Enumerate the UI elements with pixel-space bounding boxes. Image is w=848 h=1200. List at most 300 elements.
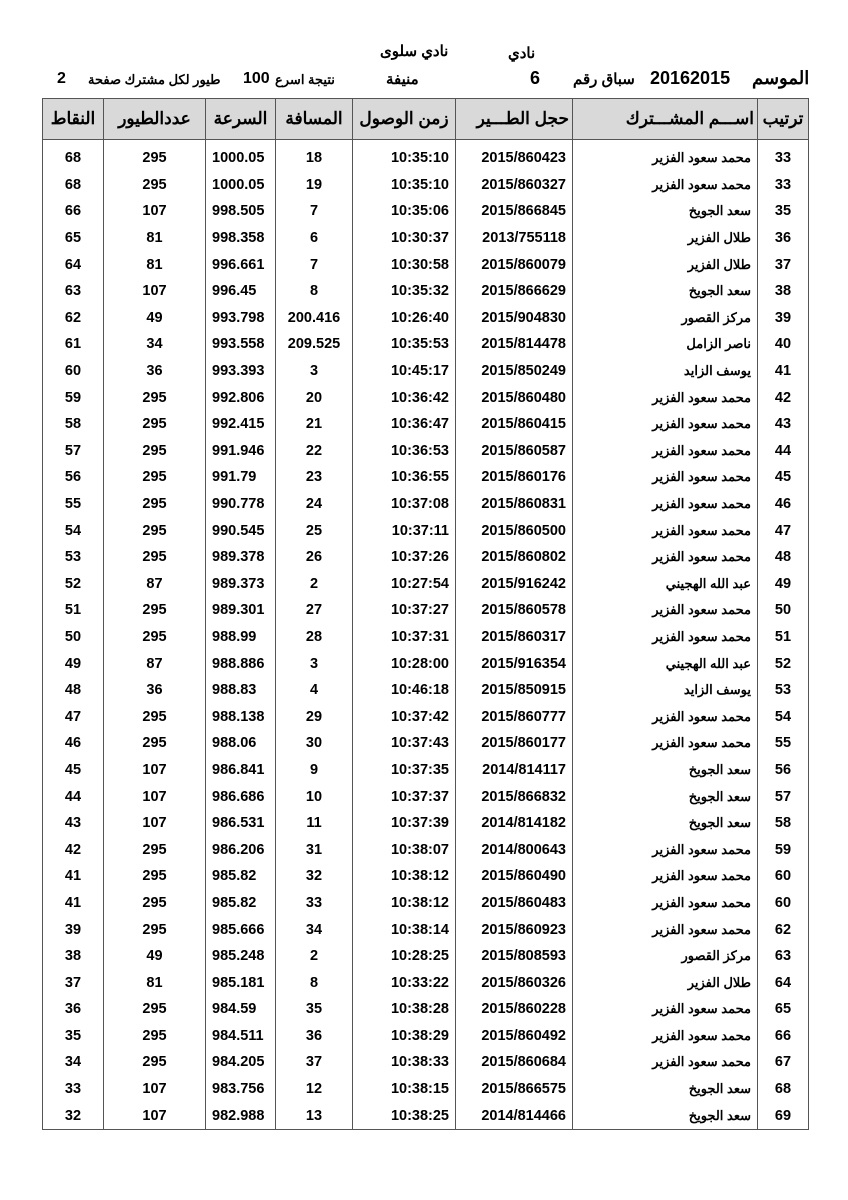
cell-bird-count: 295 <box>104 916 206 943</box>
cell-distance: 26 <box>276 544 353 571</box>
cell-rank: 47 <box>758 517 809 544</box>
cell-member-name: محمد سعود الفزير <box>573 863 758 890</box>
cell-points: 43 <box>43 810 104 837</box>
table-row <box>43 890 809 917</box>
cell-ring: 2015/860415 <box>456 411 573 438</box>
cell-ring: 2015/860176 <box>456 464 573 491</box>
col-ring: حجل الطـــير <box>456 99 573 140</box>
cell-points: 65 <box>43 225 104 252</box>
cell-arrival-time: 10:37:37 <box>353 783 456 810</box>
cell-rank: 60 <box>758 890 809 917</box>
cell-speed: 996.661 <box>206 251 276 278</box>
cell-points: 64 <box>43 251 104 278</box>
cell-rank: 69 <box>758 1102 809 1129</box>
cell-points: 56 <box>43 464 104 491</box>
table-row <box>43 624 809 651</box>
cell-rank: 35 <box>758 198 809 225</box>
cell-distance: 8 <box>276 278 353 305</box>
cell-distance: 27 <box>276 597 353 624</box>
cell-points: 42 <box>43 836 104 863</box>
cell-speed: 996.45 <box>206 278 276 305</box>
cell-bird-count: 295 <box>104 890 206 917</box>
cell-ring: 2015/860578 <box>456 597 573 624</box>
race-number: 6 <box>530 68 541 88</box>
cell-rank: 39 <box>758 305 809 332</box>
cell-points: 68 <box>43 172 104 199</box>
cell-arrival-time: 10:28:00 <box>353 650 456 677</box>
cell-speed: 993.558 <box>206 331 276 358</box>
cell-rank: 37 <box>758 251 809 278</box>
cell-arrival-time: 10:38:14 <box>353 916 456 943</box>
cell-rank: 41 <box>758 358 809 385</box>
cell-distance: 4 <box>276 677 353 704</box>
cell-distance: 2 <box>276 943 353 970</box>
cell-points: 62 <box>43 305 104 332</box>
cell-ring: 2014/814182 <box>456 810 573 837</box>
cell-member-name: محمد سعود الفزير <box>573 438 758 465</box>
cell-member-name: محمد سعود الفزير <box>573 1023 758 1050</box>
cell-ring: 2015/860480 <box>456 384 573 411</box>
table-row <box>43 140 809 172</box>
page-number: 2 <box>57 70 66 87</box>
table-row <box>43 464 809 491</box>
cell-rank: 55 <box>758 730 809 757</box>
cell-points: 55 <box>43 491 104 518</box>
table-row <box>43 1023 809 1050</box>
cell-speed: 993.798 <box>206 305 276 332</box>
cell-points: 41 <box>43 890 104 917</box>
cell-ring: 2015/808593 <box>456 943 573 970</box>
table-row <box>43 571 809 598</box>
cell-distance: 3 <box>276 650 353 677</box>
cell-rank: 48 <box>758 544 809 571</box>
season-label: الموسم <box>752 68 810 88</box>
cell-arrival-time: 10:26:40 <box>353 305 456 332</box>
cell-rank: 40 <box>758 331 809 358</box>
table-row <box>43 278 809 305</box>
cell-bird-count: 107 <box>104 198 206 225</box>
cell-points: 58 <box>43 411 104 438</box>
cell-distance: 21 <box>276 411 353 438</box>
cell-arrival-time: 10:35:53 <box>353 331 456 358</box>
cell-distance: 9 <box>276 757 353 784</box>
cell-points: 63 <box>43 278 104 305</box>
cell-rank: 36 <box>758 225 809 252</box>
cell-speed: 988.83 <box>206 677 276 704</box>
table-row <box>43 1076 809 1103</box>
cell-rank: 53 <box>758 677 809 704</box>
cell-points: 39 <box>43 916 104 943</box>
cell-speed: 989.378 <box>206 544 276 571</box>
cell-ring: 2014/800643 <box>456 836 573 863</box>
cell-member-name: مركز القصور <box>573 943 758 970</box>
cell-distance: 19 <box>276 172 353 199</box>
cell-distance: 20 <box>276 384 353 411</box>
cell-rank: 64 <box>758 969 809 996</box>
cell-points: 49 <box>43 650 104 677</box>
cell-rank: 46 <box>758 491 809 518</box>
table-row <box>43 703 809 730</box>
cell-rank: 65 <box>758 996 809 1023</box>
cell-points: 33 <box>43 1076 104 1103</box>
cell-ring: 2015/860923 <box>456 916 573 943</box>
cell-member-name: طلال الفزير <box>573 251 758 278</box>
cell-speed: 988.99 <box>206 624 276 651</box>
col-bird-count: عددالطيور <box>104 99 206 140</box>
cell-arrival-time: 10:35:10 <box>353 140 456 172</box>
cell-rank: 51 <box>758 624 809 651</box>
cell-bird-count: 295 <box>104 1023 206 1050</box>
cell-member-name: سعد الجويخ <box>573 1076 758 1103</box>
cell-member-name: محمد سعود الفزير <box>573 624 758 651</box>
cell-ring: 2014/814117 <box>456 757 573 784</box>
cell-points: 32 <box>43 1102 104 1129</box>
cell-rank: 54 <box>758 703 809 730</box>
cell-rank: 56 <box>758 757 809 784</box>
cell-speed: 982.988 <box>206 1102 276 1129</box>
cell-bird-count: 34 <box>104 331 206 358</box>
table-row <box>43 438 809 465</box>
cell-points: 44 <box>43 783 104 810</box>
cell-arrival-time: 10:36:55 <box>353 464 456 491</box>
cell-ring: 2015/860684 <box>456 1049 573 1076</box>
cell-speed: 983.756 <box>206 1076 276 1103</box>
cell-points: 46 <box>43 730 104 757</box>
cell-member-name: محمد سعود الفزير <box>573 172 758 199</box>
table-row <box>43 384 809 411</box>
cell-distance: 12 <box>276 1076 353 1103</box>
table-row <box>43 198 809 225</box>
cell-arrival-time: 10:35:32 <box>353 278 456 305</box>
cell-distance: 36 <box>276 1023 353 1050</box>
cell-ring: 2015/814478 <box>456 331 573 358</box>
cell-member-name: محمد سعود الفزير <box>573 1049 758 1076</box>
table-row <box>43 544 809 571</box>
cell-member-name: سعد الجويخ <box>573 757 758 784</box>
cell-arrival-time: 10:28:25 <box>353 943 456 970</box>
table-row <box>43 916 809 943</box>
cell-ring: 2015/904830 <box>456 305 573 332</box>
cell-member-name: طلال الفزير <box>573 225 758 252</box>
season-value: 20162015 <box>650 68 731 88</box>
cell-arrival-time: 10:37:43 <box>353 730 456 757</box>
table-row <box>43 783 809 810</box>
cell-bird-count: 295 <box>104 544 206 571</box>
cell-ring: 2015/860327 <box>456 172 573 199</box>
cell-points: 61 <box>43 331 104 358</box>
cell-arrival-time: 10:27:54 <box>353 571 456 598</box>
per-member-label: طيور لكل مشترك صفحة <box>88 72 221 87</box>
cell-member-name: سعد الجويخ <box>573 783 758 810</box>
table-row <box>43 225 809 252</box>
cell-speed: 984.511 <box>206 1023 276 1050</box>
cell-bird-count: 295 <box>104 836 206 863</box>
cell-bird-count: 107 <box>104 278 206 305</box>
table-row <box>43 730 809 757</box>
cell-points: 38 <box>43 943 104 970</box>
table-row <box>43 172 809 199</box>
cell-bird-count: 295 <box>104 464 206 491</box>
cell-ring: 2015/850915 <box>456 677 573 704</box>
cell-arrival-time: 10:38:25 <box>353 1102 456 1129</box>
col-speed: السرعة <box>206 99 276 140</box>
cell-rank: 66 <box>758 1023 809 1050</box>
cell-rank: 33 <box>758 172 809 199</box>
cell-distance: 13 <box>276 1102 353 1129</box>
cell-arrival-time: 10:38:33 <box>353 1049 456 1076</box>
cell-speed: 989.373 <box>206 571 276 598</box>
cell-member-name: محمد سعود الفزير <box>573 916 758 943</box>
cell-ring: 2014/814466 <box>456 1102 573 1129</box>
cell-speed: 986.531 <box>206 810 276 837</box>
cell-rank: 50 <box>758 597 809 624</box>
cell-member-name: سعد الجويخ <box>573 810 758 837</box>
table-row <box>43 411 809 438</box>
header-row <box>43 99 809 140</box>
table-row <box>43 305 809 332</box>
table-row <box>43 358 809 385</box>
cell-distance: 37 <box>276 1049 353 1076</box>
col-member-name: اســـم المشـــترك <box>573 99 758 140</box>
cell-speed: 986.206 <box>206 836 276 863</box>
cell-distance: 29 <box>276 703 353 730</box>
cell-arrival-time: 10:36:53 <box>353 438 456 465</box>
cell-member-name: محمد سعود الفزير <box>573 464 758 491</box>
cell-bird-count: 295 <box>104 1049 206 1076</box>
cell-member-name: عبد الله الهجيني <box>573 650 758 677</box>
table-row <box>43 943 809 970</box>
table-row <box>43 810 809 837</box>
cell-speed: 998.505 <box>206 198 276 225</box>
cell-arrival-time: 10:38:07 <box>353 836 456 863</box>
cell-rank: 45 <box>758 464 809 491</box>
col-arrival-time: زمن الوصول <box>353 99 456 140</box>
cell-bird-count: 36 <box>104 358 206 385</box>
cell-speed: 988.886 <box>206 650 276 677</box>
cell-arrival-time: 10:37:27 <box>353 597 456 624</box>
cell-bird-count: 49 <box>104 305 206 332</box>
cell-points: 54 <box>43 517 104 544</box>
table-row <box>43 996 809 1023</box>
cell-bird-count: 295 <box>104 703 206 730</box>
cell-speed: 986.841 <box>206 757 276 784</box>
club-label: نادي <box>508 45 536 62</box>
cell-bird-count: 295 <box>104 438 206 465</box>
table-row <box>43 517 809 544</box>
cell-points: 57 <box>43 438 104 465</box>
cell-bird-count: 295 <box>104 491 206 518</box>
cell-member-name: محمد سعود الفزير <box>573 544 758 571</box>
cell-ring: 2015/860423 <box>456 140 573 172</box>
cell-points: 53 <box>43 544 104 571</box>
cell-arrival-time: 10:37:11 <box>353 517 456 544</box>
cell-speed: 992.415 <box>206 411 276 438</box>
cell-arrival-time: 10:38:15 <box>353 1076 456 1103</box>
cell-arrival-time: 10:37:26 <box>353 544 456 571</box>
cell-distance: 7 <box>276 198 353 225</box>
cell-ring: 2015/860228 <box>456 996 573 1023</box>
cell-speed: 984.59 <box>206 996 276 1023</box>
cell-points: 34 <box>43 1049 104 1076</box>
table-row <box>43 331 809 358</box>
cell-rank: 59 <box>758 836 809 863</box>
table-row <box>43 597 809 624</box>
table-row <box>43 491 809 518</box>
cell-distance: 7 <box>276 251 353 278</box>
cell-points: 47 <box>43 703 104 730</box>
cell-arrival-time: 10:45:17 <box>353 358 456 385</box>
cell-arrival-time: 10:38:12 <box>353 890 456 917</box>
cell-bird-count: 107 <box>104 783 206 810</box>
cell-distance: 28 <box>276 624 353 651</box>
cell-ring: 2015/916242 <box>456 571 573 598</box>
cell-ring: 2015/860777 <box>456 703 573 730</box>
cell-speed: 992.806 <box>206 384 276 411</box>
cell-distance: 10 <box>276 783 353 810</box>
cell-rank: 68 <box>758 1076 809 1103</box>
cell-rank: 52 <box>758 650 809 677</box>
cell-arrival-time: 10:37:42 <box>353 703 456 730</box>
cell-arrival-time: 10:37:39 <box>353 810 456 837</box>
cell-ring: 2015/860177 <box>456 730 573 757</box>
cell-member-name: محمد سعود الفزير <box>573 890 758 917</box>
cell-speed: 988.138 <box>206 703 276 730</box>
cell-distance: 209.525 <box>276 331 353 358</box>
cell-member-name: محمد سعود الفزير <box>573 836 758 863</box>
cell-bird-count: 295 <box>104 624 206 651</box>
cell-ring: 2013/755118 <box>456 225 573 252</box>
cell-speed: 1000.05 <box>206 172 276 199</box>
table-row <box>43 969 809 996</box>
cell-distance: 200.416 <box>276 305 353 332</box>
cell-speed: 988.06 <box>206 730 276 757</box>
cell-ring: 2015/866845 <box>456 198 573 225</box>
cell-member-name: محمد سعود الفزير <box>573 730 758 757</box>
table-row <box>43 650 809 677</box>
cell-member-name: محمد سعود الفزير <box>573 491 758 518</box>
cell-member-name: محمد سعود الفزير <box>573 597 758 624</box>
col-distance: المسافة <box>276 99 353 140</box>
table-row <box>43 251 809 278</box>
cell-rank: 38 <box>758 278 809 305</box>
cell-ring: 2015/866575 <box>456 1076 573 1103</box>
cell-rank: 60 <box>758 863 809 890</box>
cell-speed: 1000.05 <box>206 140 276 172</box>
cell-member-name: يوسف الزايد <box>573 677 758 704</box>
cell-member-name: مركز القصور <box>573 305 758 332</box>
cell-distance: 22 <box>276 438 353 465</box>
cell-bird-count: 36 <box>104 677 206 704</box>
cell-rank: 44 <box>758 438 809 465</box>
table-row <box>43 757 809 784</box>
cell-arrival-time: 10:38:29 <box>353 1023 456 1050</box>
cell-bird-count: 295 <box>104 863 206 890</box>
cell-points: 37 <box>43 969 104 996</box>
col-rank: ترتيب <box>758 99 809 140</box>
cell-member-name: سعد الجويخ <box>573 198 758 225</box>
cell-speed: 998.358 <box>206 225 276 252</box>
cell-rank: 67 <box>758 1049 809 1076</box>
cell-points: 48 <box>43 677 104 704</box>
cell-distance: 23 <box>276 464 353 491</box>
cell-arrival-time: 10:38:28 <box>353 996 456 1023</box>
race-label: سباق رقم <box>573 71 635 88</box>
cell-arrival-time: 10:30:58 <box>353 251 456 278</box>
cell-distance: 30 <box>276 730 353 757</box>
cell-distance: 32 <box>276 863 353 890</box>
cell-ring: 2015/850249 <box>456 358 573 385</box>
cell-ring: 2015/860317 <box>456 624 573 651</box>
cell-ring: 2015/916354 <box>456 650 573 677</box>
cell-points: 66 <box>43 198 104 225</box>
cell-arrival-time: 10:38:12 <box>353 863 456 890</box>
cell-points: 52 <box>43 571 104 598</box>
cell-distance: 33 <box>276 890 353 917</box>
cell-speed: 986.686 <box>206 783 276 810</box>
cell-arrival-time: 10:30:37 <box>353 225 456 252</box>
table-row <box>43 836 809 863</box>
cell-rank: 62 <box>758 916 809 943</box>
cell-ring: 2015/860587 <box>456 438 573 465</box>
cell-bird-count: 107 <box>104 810 206 837</box>
cell-bird-count: 295 <box>104 411 206 438</box>
cell-member-name: سعد الجويخ <box>573 1102 758 1129</box>
cell-speed: 989.301 <box>206 597 276 624</box>
cell-rank: 49 <box>758 571 809 598</box>
cell-speed: 985.666 <box>206 916 276 943</box>
cell-bird-count: 107 <box>104 1102 206 1129</box>
cell-rank: 42 <box>758 384 809 411</box>
cell-rank: 63 <box>758 943 809 970</box>
cell-speed: 985.82 <box>206 890 276 917</box>
cell-member-name: محمد سعود الفزير <box>573 384 758 411</box>
cell-distance: 25 <box>276 517 353 544</box>
table-row <box>43 677 809 704</box>
cell-bird-count: 107 <box>104 1076 206 1103</box>
cell-rank: 43 <box>758 411 809 438</box>
cell-bird-count: 295 <box>104 996 206 1023</box>
cell-speed: 985.248 <box>206 943 276 970</box>
cell-bird-count: 107 <box>104 757 206 784</box>
cell-rank: 33 <box>758 140 809 172</box>
cell-bird-count: 81 <box>104 251 206 278</box>
cell-ring: 2015/860831 <box>456 491 573 518</box>
result-label: نتيجة اسرع <box>275 72 335 87</box>
location: منيفة <box>386 71 419 88</box>
cell-rank: 58 <box>758 810 809 837</box>
cell-member-name: محمد سعود الفزير <box>573 703 758 730</box>
cell-points: 36 <box>43 996 104 1023</box>
cell-distance: 35 <box>276 996 353 1023</box>
club-name: نادي سلوى <box>380 43 449 60</box>
cell-bird-count: 295 <box>104 172 206 199</box>
cell-distance: 2 <box>276 571 353 598</box>
cell-arrival-time: 10:46:18 <box>353 677 456 704</box>
cell-points: 41 <box>43 863 104 890</box>
cell-speed: 993.393 <box>206 358 276 385</box>
cell-arrival-time: 10:36:47 <box>353 411 456 438</box>
cell-distance: 6 <box>276 225 353 252</box>
cell-points: 68 <box>43 140 104 172</box>
cell-distance: 34 <box>276 916 353 943</box>
table-row <box>43 1049 809 1076</box>
cell-points: 35 <box>43 1023 104 1050</box>
cell-bird-count: 81 <box>104 225 206 252</box>
table-row <box>43 1102 809 1129</box>
cell-speed: 985.181 <box>206 969 276 996</box>
cell-member-name: محمد سعود الفزير <box>573 996 758 1023</box>
cell-member-name: محمد سعود الفزير <box>573 140 758 172</box>
